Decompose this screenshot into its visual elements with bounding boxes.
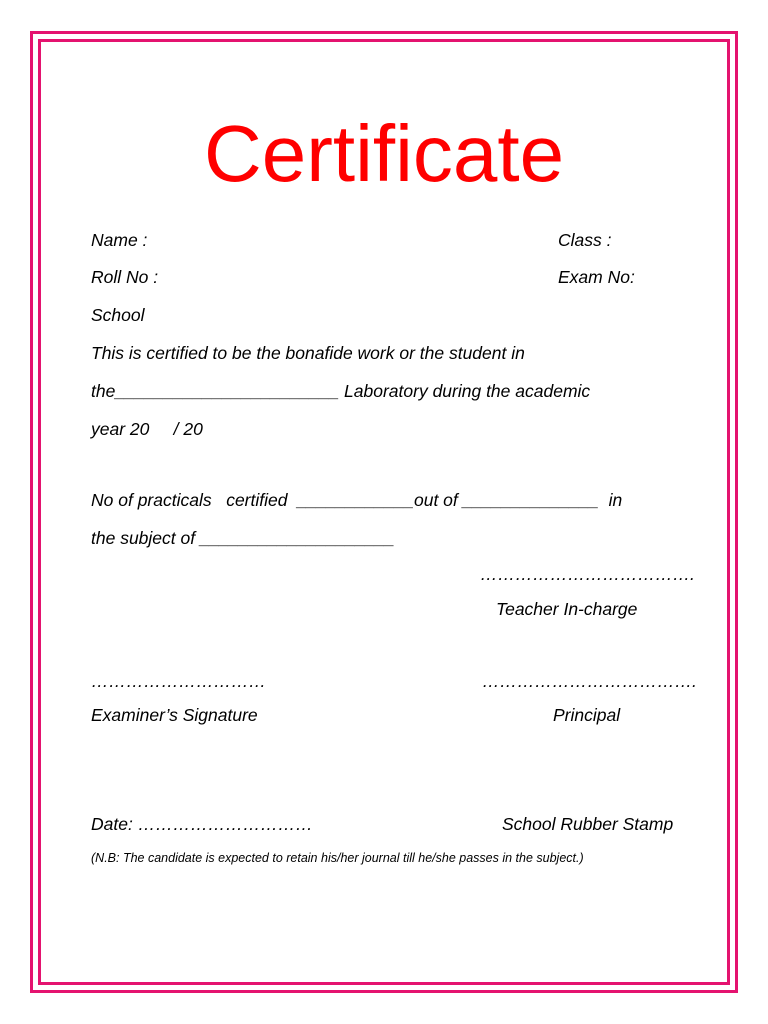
practicals-certified-line: No of practicals certified ____________out of ______________ in: [91, 490, 623, 510]
roll-no-label: Roll No :: [91, 267, 159, 287]
name-label: Name :: [91, 230, 148, 250]
principal-signature-dots: ……………………………….: [482, 671, 697, 691]
examiner-signature-dots: …………………………: [91, 671, 266, 691]
class-label: Class :: [558, 230, 612, 250]
certification-text-line-1: This is certified to be the bonafide work or the student in: [91, 343, 525, 363]
subject-line: the subject of ____________________: [91, 528, 395, 548]
certification-text-line-2: the_______________________ Laboratory during the academic: [91, 381, 591, 401]
exam-no-label: Exam No:: [558, 267, 635, 287]
journal-note: (N.B: The candidate is expected to retain his/her journal till he/she passes in the subject.): [91, 851, 584, 865]
teacher-in-charge-label: Teacher In-charge: [496, 599, 638, 619]
principal-label: Principal: [553, 705, 621, 725]
date-line: Date: …………………………: [91, 814, 313, 834]
school-label: School: [91, 305, 145, 325]
examiner-signature-label: Examiner’s Signature: [91, 705, 258, 725]
teacher-signature-dots: ……………………………….: [480, 564, 695, 584]
academic-year-line: year 20 / 20: [91, 419, 203, 439]
school-rubber-stamp-label: School Rubber Stamp: [502, 814, 674, 834]
certificate-title: Certificate: [203, 109, 565, 198]
